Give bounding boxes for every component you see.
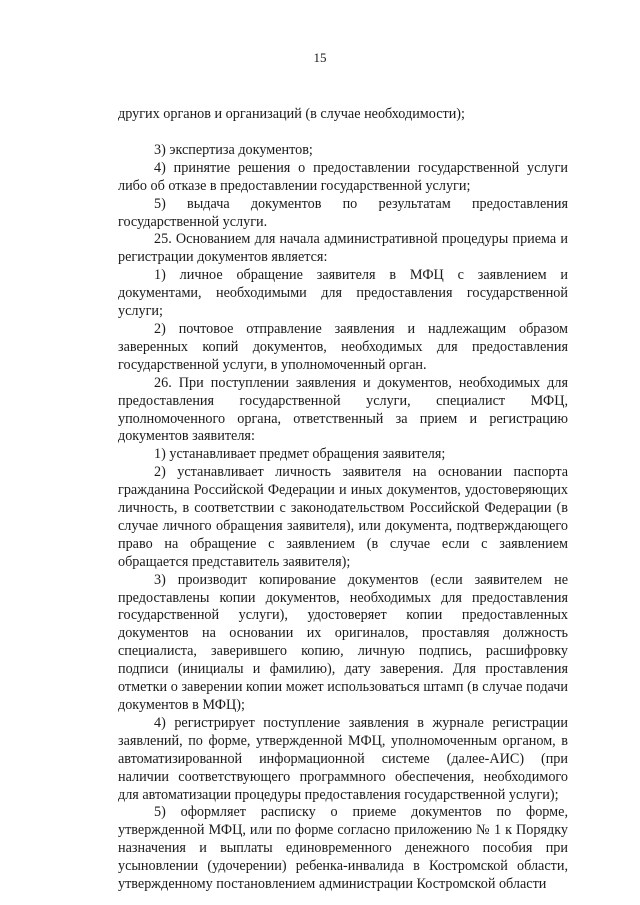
document-body [118, 106, 568, 894]
paragraph-continuation: других органов и организаций (в случае необходимости); [118, 106, 465, 122]
clause-26-item-2: 2) устанавливает личность заявителя на основании паспорта гражданина Российской Федерации и иных документов, удостоверяющих личность, в соответствии с законодательством Российской Федерации (в случае личного обращения заявителя), или документа, подтверждающего право на обращение с заявлением (в случае если с заявлением обращается представитель заявителя); [118, 464, 568, 570]
paragraph-gap [118, 124, 568, 142]
clause-25: 25. Основанием для начала административной процедуры приема и регистрации документов является: [118, 231, 568, 266]
clause-26-item-4: 4) регистрирует поступление заявления в журнале регистрации заявлений, по форме, утвержденной МФЦ, уполномоченным органом, в автоматизированной информационной системе (далее-АИС) (при наличии соответствующего программного обеспечения, необходимого для автоматизации процедуры предоставления государственной услуги); [118, 714, 568, 803]
list-item-3-expertise: 3) экспертиза документов; [154, 141, 313, 158]
clause-26-item-1: 1) устанавливает предмет обращения заявителя; [154, 446, 446, 463]
clause-26-item-5: 5) оформляет расписку о приеме документов по форме, утвержденной МФЦ, или по форме согласно приложению № 1 к Порядку назначения и выплаты единовременного денежного пособия при усыновлении (удочерении) ребенка-инвалида в Костромской области, утвержденному постановлением администрации Костромской области [118, 804, 568, 893]
clause-26-item-3: 3) производит копирование документов (если заявителем не предоставлены копии документов, необходимых для предоставления государственной услуги), удостоверяет копии предоставленных документов на основании их оригиналов, проставляя должность специалиста, заверившего копию, личную подпись, расшифровку подписи (инициалы и фамилию), дату заверения. Для проставления отметки о заверении копии может использоваться штамп (в случае подачи документов в МФЦ); [118, 571, 568, 713]
clause-25-item-1: 1) личное обращение заявителя в МФЦ с заявлением и документами, необходимыми для предоставления государственной услуги; [118, 267, 568, 320]
clause-25-item-2: 2) почтовое отправление заявления и надлежащим образом заверенных копий документов, необходимых для предоставления государственной услуги, в уполномоченный орган. [118, 320, 568, 373]
page-number: 15 [313, 50, 327, 65]
list-item-5-issuance: 5) выдача документов по результатам предоставления государственной услуги. [118, 195, 568, 230]
clause-26: 26. При поступлении заявления и документов, необходимых для предоставления государственной услуги, специалист МФЦ, уполномоченного органа, ответственный за прием и регистрацию документов заявителя: [118, 374, 568, 445]
list-item-4-decision: 4) принятие решения о предоставлении государственной услуги либо об отказе в предоставлении государственной услуги; [118, 159, 568, 194]
